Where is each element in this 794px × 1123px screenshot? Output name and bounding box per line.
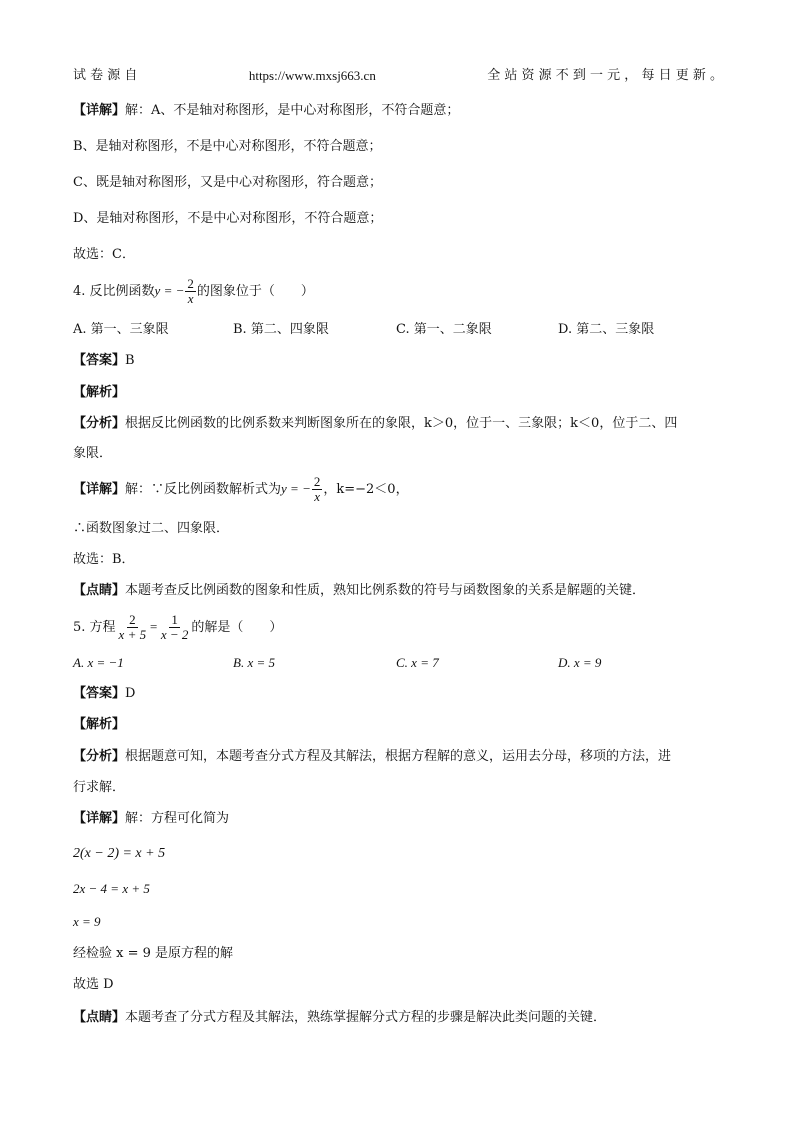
q5-stem: 5. 方程 $\frac{2}{x + 5}$ = $\frac{1}{x - 2}$ 的解是（ ） bbox=[73, 612, 283, 642]
q4-choose: 故选：B． bbox=[73, 552, 135, 567]
q5-step-1: 2(x − 2) = x + 5 bbox=[73, 846, 166, 861]
q4-analysis-tag: 【解析】 bbox=[73, 385, 126, 400]
q5-options bbox=[73, 654, 673, 672]
q4-dianjing: 【点睛】本题考查反比例函数的图象和性质，熟知比例系数的符号与函数图象的关系是解题的关键． bbox=[73, 583, 646, 598]
q4-option-c: C. 第一、二象限 bbox=[396, 322, 492, 337]
q5-step-3: x = 9 bbox=[73, 914, 101, 929]
q5-answer: 【答案】D bbox=[73, 686, 136, 701]
q5-analysis-tag: 【解析】 bbox=[73, 717, 126, 732]
header-left: 试 卷 源 自 bbox=[73, 68, 138, 83]
q5-option-c: C. x = 7 bbox=[396, 655, 439, 670]
q4-detail: 【详解】解：∵反比例函数解析式为y = − $\frac{2}{x}$ ，k=−2＜0， bbox=[73, 474, 409, 504]
q5-detail: 【详解】解：方程可化简为 bbox=[73, 811, 230, 826]
q5-fraction-right: $\frac{1}{x - 2}$ bbox=[160, 612, 189, 642]
q4-option-b: B. 第二、四象限 bbox=[233, 322, 329, 337]
q5-step-2: 2x − 4 = x + 5 bbox=[73, 881, 150, 896]
header-right: 全 站 资 源 不 到 一 元 ， 每 日 更 新 。 bbox=[487, 68, 723, 83]
q4-fraction: $\frac{2}{x}$ bbox=[187, 276, 194, 306]
q5-fenxi-line1: 【分析】根据题意可知，本题考查分式方程及其解法，根据方程解的意义，运用去分母，移项的方法，进 bbox=[73, 749, 672, 764]
q3-detail-a: 【详解】解：A、不是轴对称图形，是中心对称图形，不符合题意； bbox=[73, 103, 460, 118]
q5-fraction-left: $\frac{2}{x + 5}$ bbox=[118, 612, 147, 642]
q4-options bbox=[73, 321, 673, 339]
q3-detail-d: D、是轴对称图形，不是中心对称图形，不符合题意； bbox=[73, 211, 383, 226]
page-header bbox=[73, 67, 723, 85]
q4-fenxi-line1: 【分析】根据反比例函数的比例系数来判断图象所在的象限，k＞0，位于一、三象限；k＜0，位于二、四 bbox=[73, 416, 678, 431]
q4-detail-fraction: $\frac{2}{x}$ bbox=[313, 474, 321, 504]
q3-detail-c: C、既是轴对称图形，又是中心对称图形，符合题意； bbox=[73, 175, 382, 190]
q4-fenxi-line2: 象限． bbox=[73, 446, 113, 461]
q5-fenxi-line2: 行求解． bbox=[73, 780, 126, 795]
header-url: https://www.mxsj663.cn bbox=[248, 68, 376, 83]
q5-dianjing: 【点睛】本题考查了分式方程及其解法，熟练掌握解分式方程的步骤是解决此类问题的关键． bbox=[73, 1010, 607, 1025]
q5-option-d: D. x = 9 bbox=[558, 655, 602, 670]
q4-answer: 【答案】B bbox=[73, 353, 135, 368]
q5-option-a: A. x = −1 bbox=[73, 655, 124, 670]
q5-option-b: B. x = 5 bbox=[233, 655, 275, 670]
q5-check: 经检验 x = 9 是原方程的解 bbox=[73, 946, 234, 961]
q4-stem: 4. 反比例函数y = − $\frac{2}{x}$ 的图象位于（ ） bbox=[73, 276, 314, 306]
q3-choose: 故选：C． bbox=[73, 247, 135, 262]
q4-option-d: D. 第二、三象限 bbox=[558, 322, 655, 337]
q4-option-a: A. 第一、三象限 bbox=[73, 322, 169, 337]
q3-detail-b: B、是轴对称图形，不是中心对称图形，不符合题意； bbox=[73, 139, 382, 154]
q5-choose: 故选 D bbox=[73, 977, 114, 992]
q4-detail-line2: ∴函数图象过二、四象限． bbox=[73, 521, 230, 536]
